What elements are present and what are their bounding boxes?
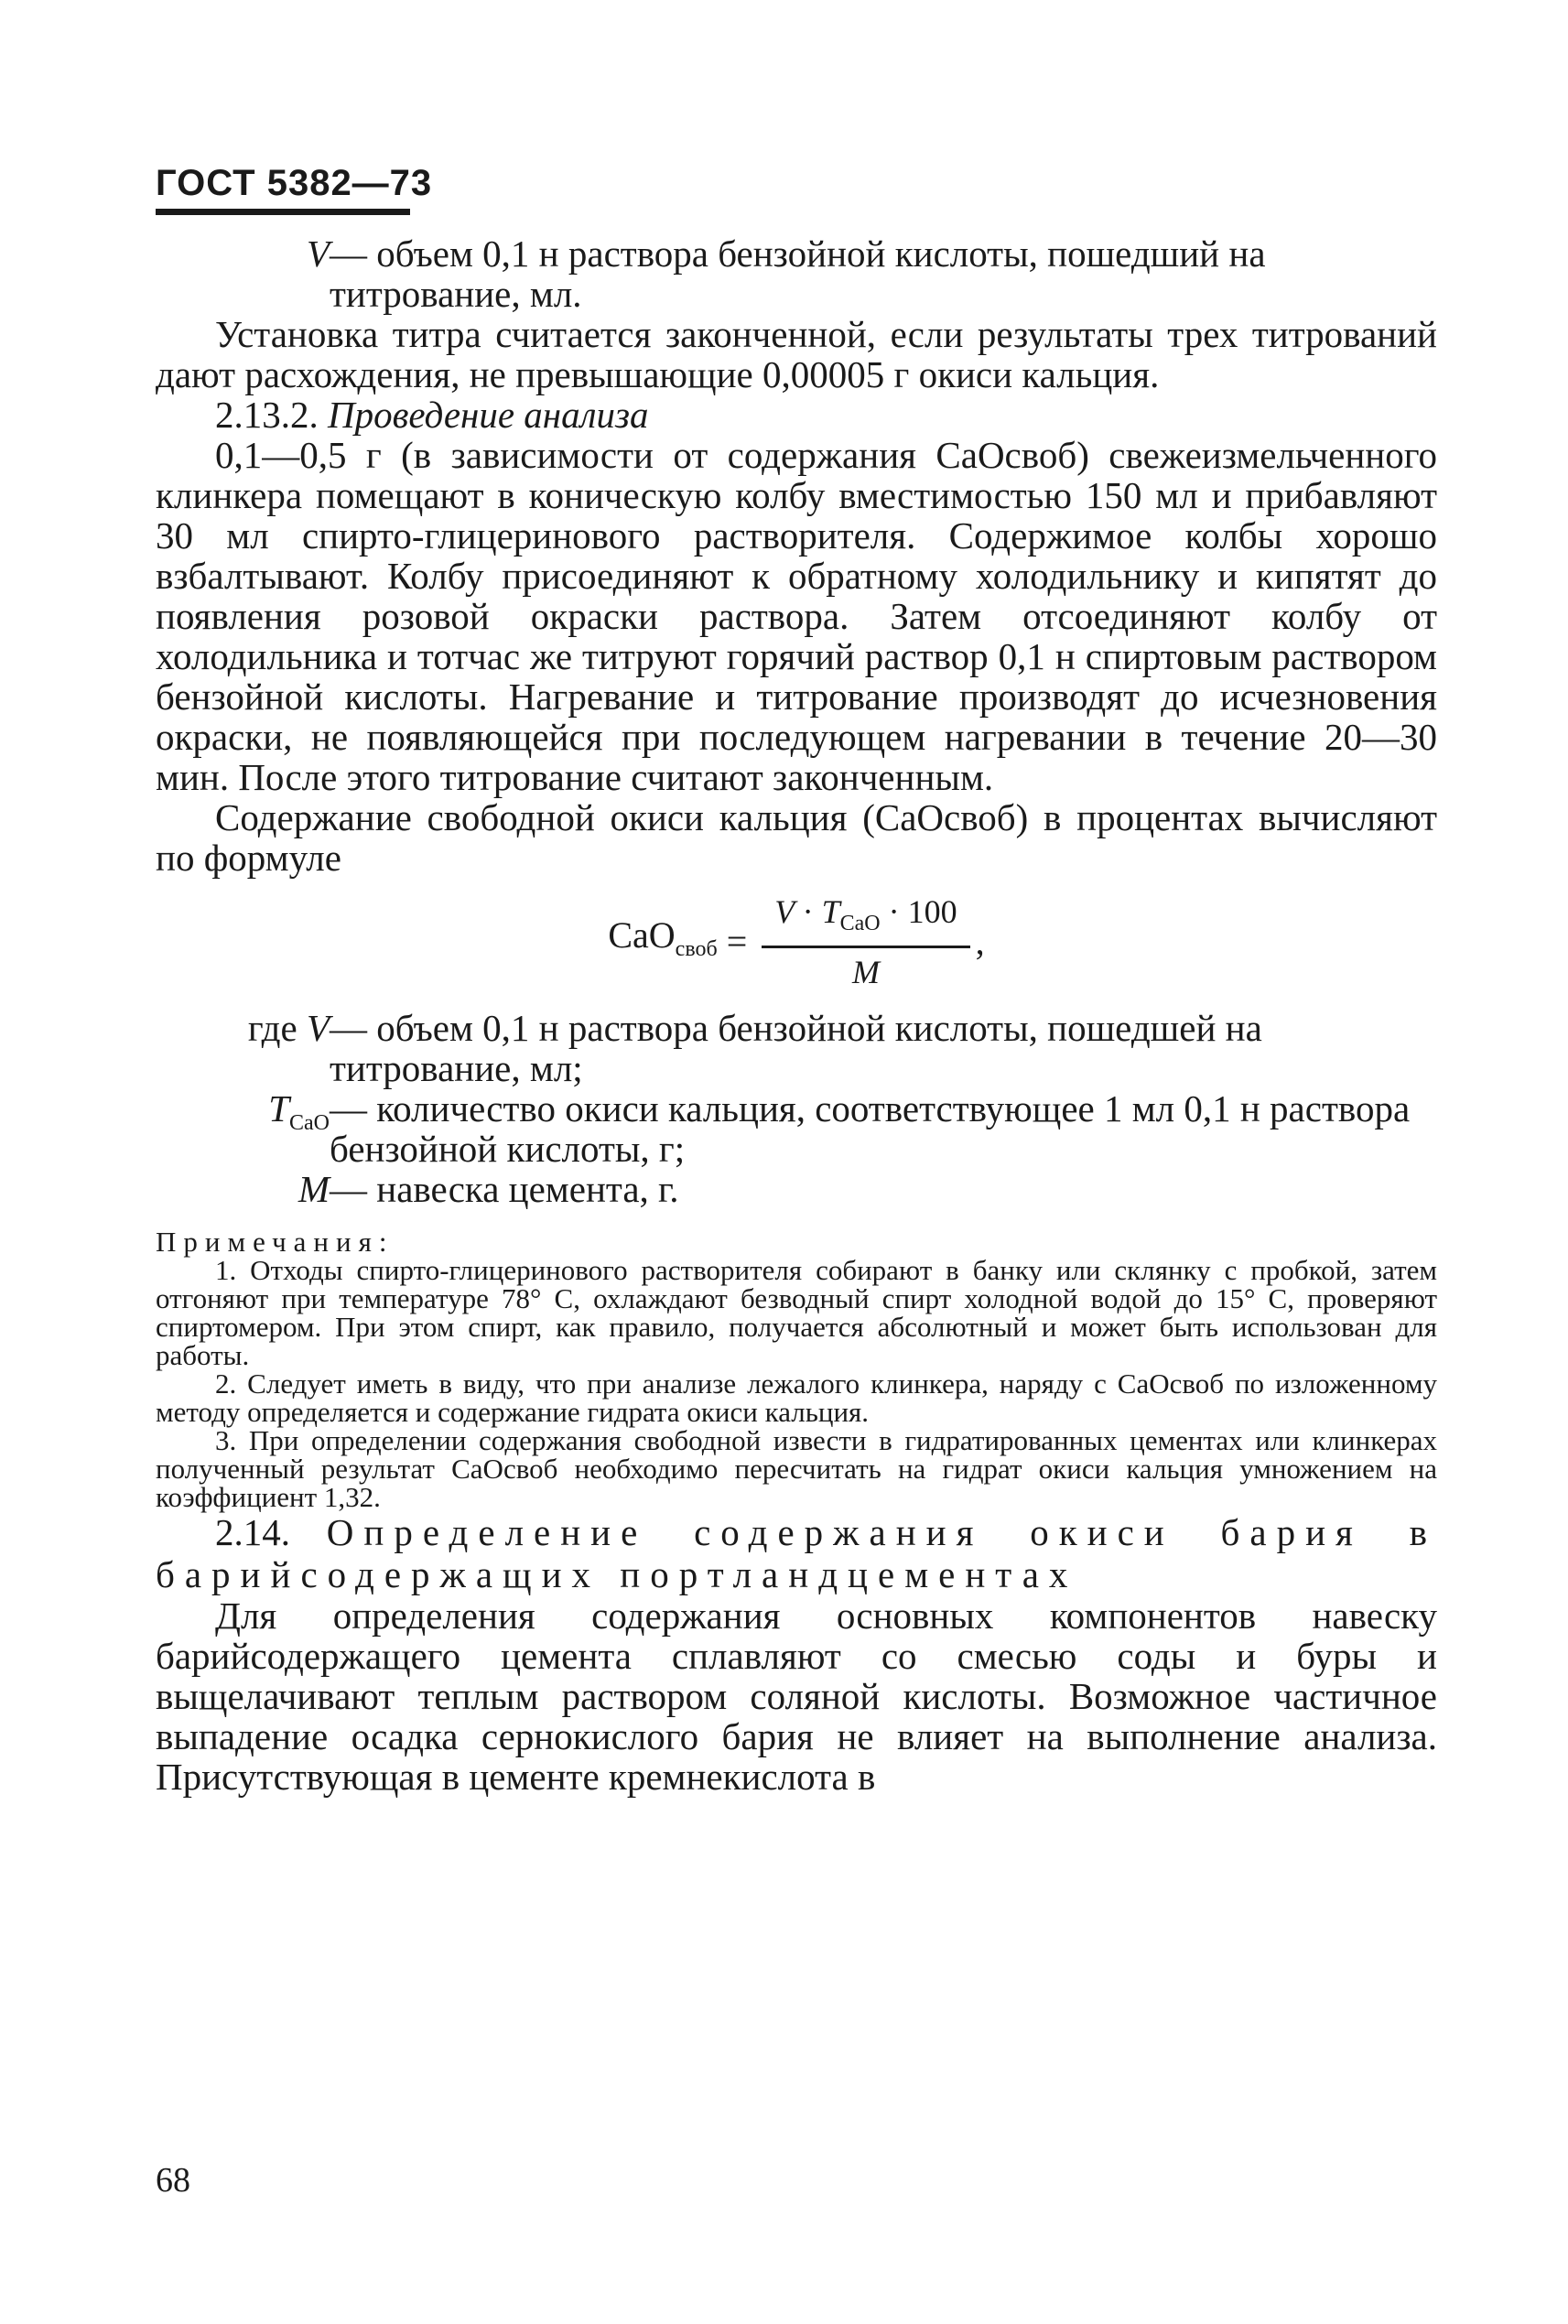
- note-item-2: 2. Следует иметь в виду, что при анализе лежалого клинкера, наряду с CaOсвоб по изложенному методу определяется и содержание гидрата окиси кальция.: [156, 1367, 1437, 1428]
- paragraph-barium: Для определения содержания основных компонентов навеску барийсодержащего цемента сплавляют со смесью соды и буры и выщелачивают теплым раствором соляной кислоты. Возможное частичное выпадение осадка сернокислого бария не влияет на выполнение анализа. Присутствующая в цементе кремнекислота в: [156, 1594, 1437, 1798]
- definition-term: V: [306, 232, 330, 275]
- document-code-header: ГОСТ 5382—73: [156, 163, 433, 203]
- definition-text: — количество окиси кальция, соответствующее 1 мл 0,1 н раствора бензойной кислоты, г;: [330, 1087, 1411, 1170]
- section-2-14-heading: [156, 1511, 1437, 1595]
- where-definitions: [156, 1008, 1437, 1209]
- notes-block: [156, 1227, 1437, 1511]
- definition-t-cao: [156, 1088, 1437, 1169]
- definition-v: [156, 1008, 1437, 1088]
- section-title: Проведение анализа: [328, 394, 649, 436]
- notes-title: Примечания:: [156, 1226, 395, 1258]
- formula-lhs: CaO$_{своб}$: [608, 913, 718, 961]
- page-content: [156, 233, 1437, 1797]
- section-title: Определение содержания окиси бария в барийсодержащих портландцементах: [156, 1511, 1438, 1595]
- definition-v-top: [156, 233, 1437, 314]
- formula-equals: =: [726, 921, 748, 962]
- note-item-3: 3. При определении содержания свободной извести в гидратированных цементах или клинкерах полученный результат CaOсвоб необходимо пересчитать на гидрат окиси кальция умножением на коэффициент 1,32.: [156, 1424, 1437, 1513]
- note-item-1: 1. Отходы спирто-глицеринового растворителя собирают в банку или склянку с пробкой, затем отгоняют при температуре 78° С, охлаждают безводный спирт холодной водой до 15° С, проверяют спиртомером. При этом спирт, как правило, получается абсолютный и может быть использован для работы.: [156, 1254, 1437, 1371]
- section-number: 2.14.: [215, 1511, 290, 1553]
- page-number: 68: [156, 2161, 190, 2200]
- paragraph-procedure: 0,1—0,5 г (в зависимости от содержания CaOсвоб) свежеизмельченного клинкера помещают в коническую колбу вместимостью 150 мл и прибавляют 30 мл спирто-глицеринового растворителя. Содержимое колбы хорошо взбалтывают. Колбу присоединяют к обратному холодильнику и кипятят до появления розовой окраски раствора. Затем отсоединяют колбу от холодильника и тотчас же титруют горячий раствор 0,1 н спиртовым раствором бензойной кислоты. Нагревание и титрование производят до исчезновения окраски, не появляющейся при последующем нагревании в течение 20—30 мин. После этого титрование считают законченным.: [156, 434, 1437, 798]
- definition-term: M: [297, 1168, 330, 1210]
- definition-term: $T_{CaO}$: [268, 1087, 330, 1136]
- definition-text: — объем 0,1 н раствора бензойной кислоты, пошедшей на титрование, мл;: [330, 1007, 1262, 1089]
- section-number: 2.13.2.: [215, 394, 319, 436]
- formula-tail: ,: [975, 921, 985, 962]
- paragraph-titre: Установка титра считается законченной, если результаты трех титрований дают расхождения, не превышающие 0,00005 г окиси кальция.: [156, 313, 1437, 395]
- definition-text: — навеска цемента, г.: [330, 1168, 679, 1210]
- formula-fraction: [762, 892, 969, 992]
- paragraph-formula-intro: Содержание свободной окиси кальция (CaOсвоб) в процентах вычисляют по формуле: [156, 796, 1437, 879]
- header-rule: [156, 209, 410, 215]
- section-2-13-2-heading: [156, 395, 1437, 435]
- definition-m: [156, 1169, 1437, 1209]
- formula-denominator: M: [851, 954, 880, 991]
- definition-text: — объем 0,1 н раствора бензойной кислоты, пошедший на титрование, мл.: [330, 232, 1266, 315]
- formula-numerator: $V \cdot T_{CaO} \cdot 100$: [762, 892, 969, 948]
- definition-term: где V: [247, 1007, 330, 1049]
- formula-cao: [156, 892, 1437, 991]
